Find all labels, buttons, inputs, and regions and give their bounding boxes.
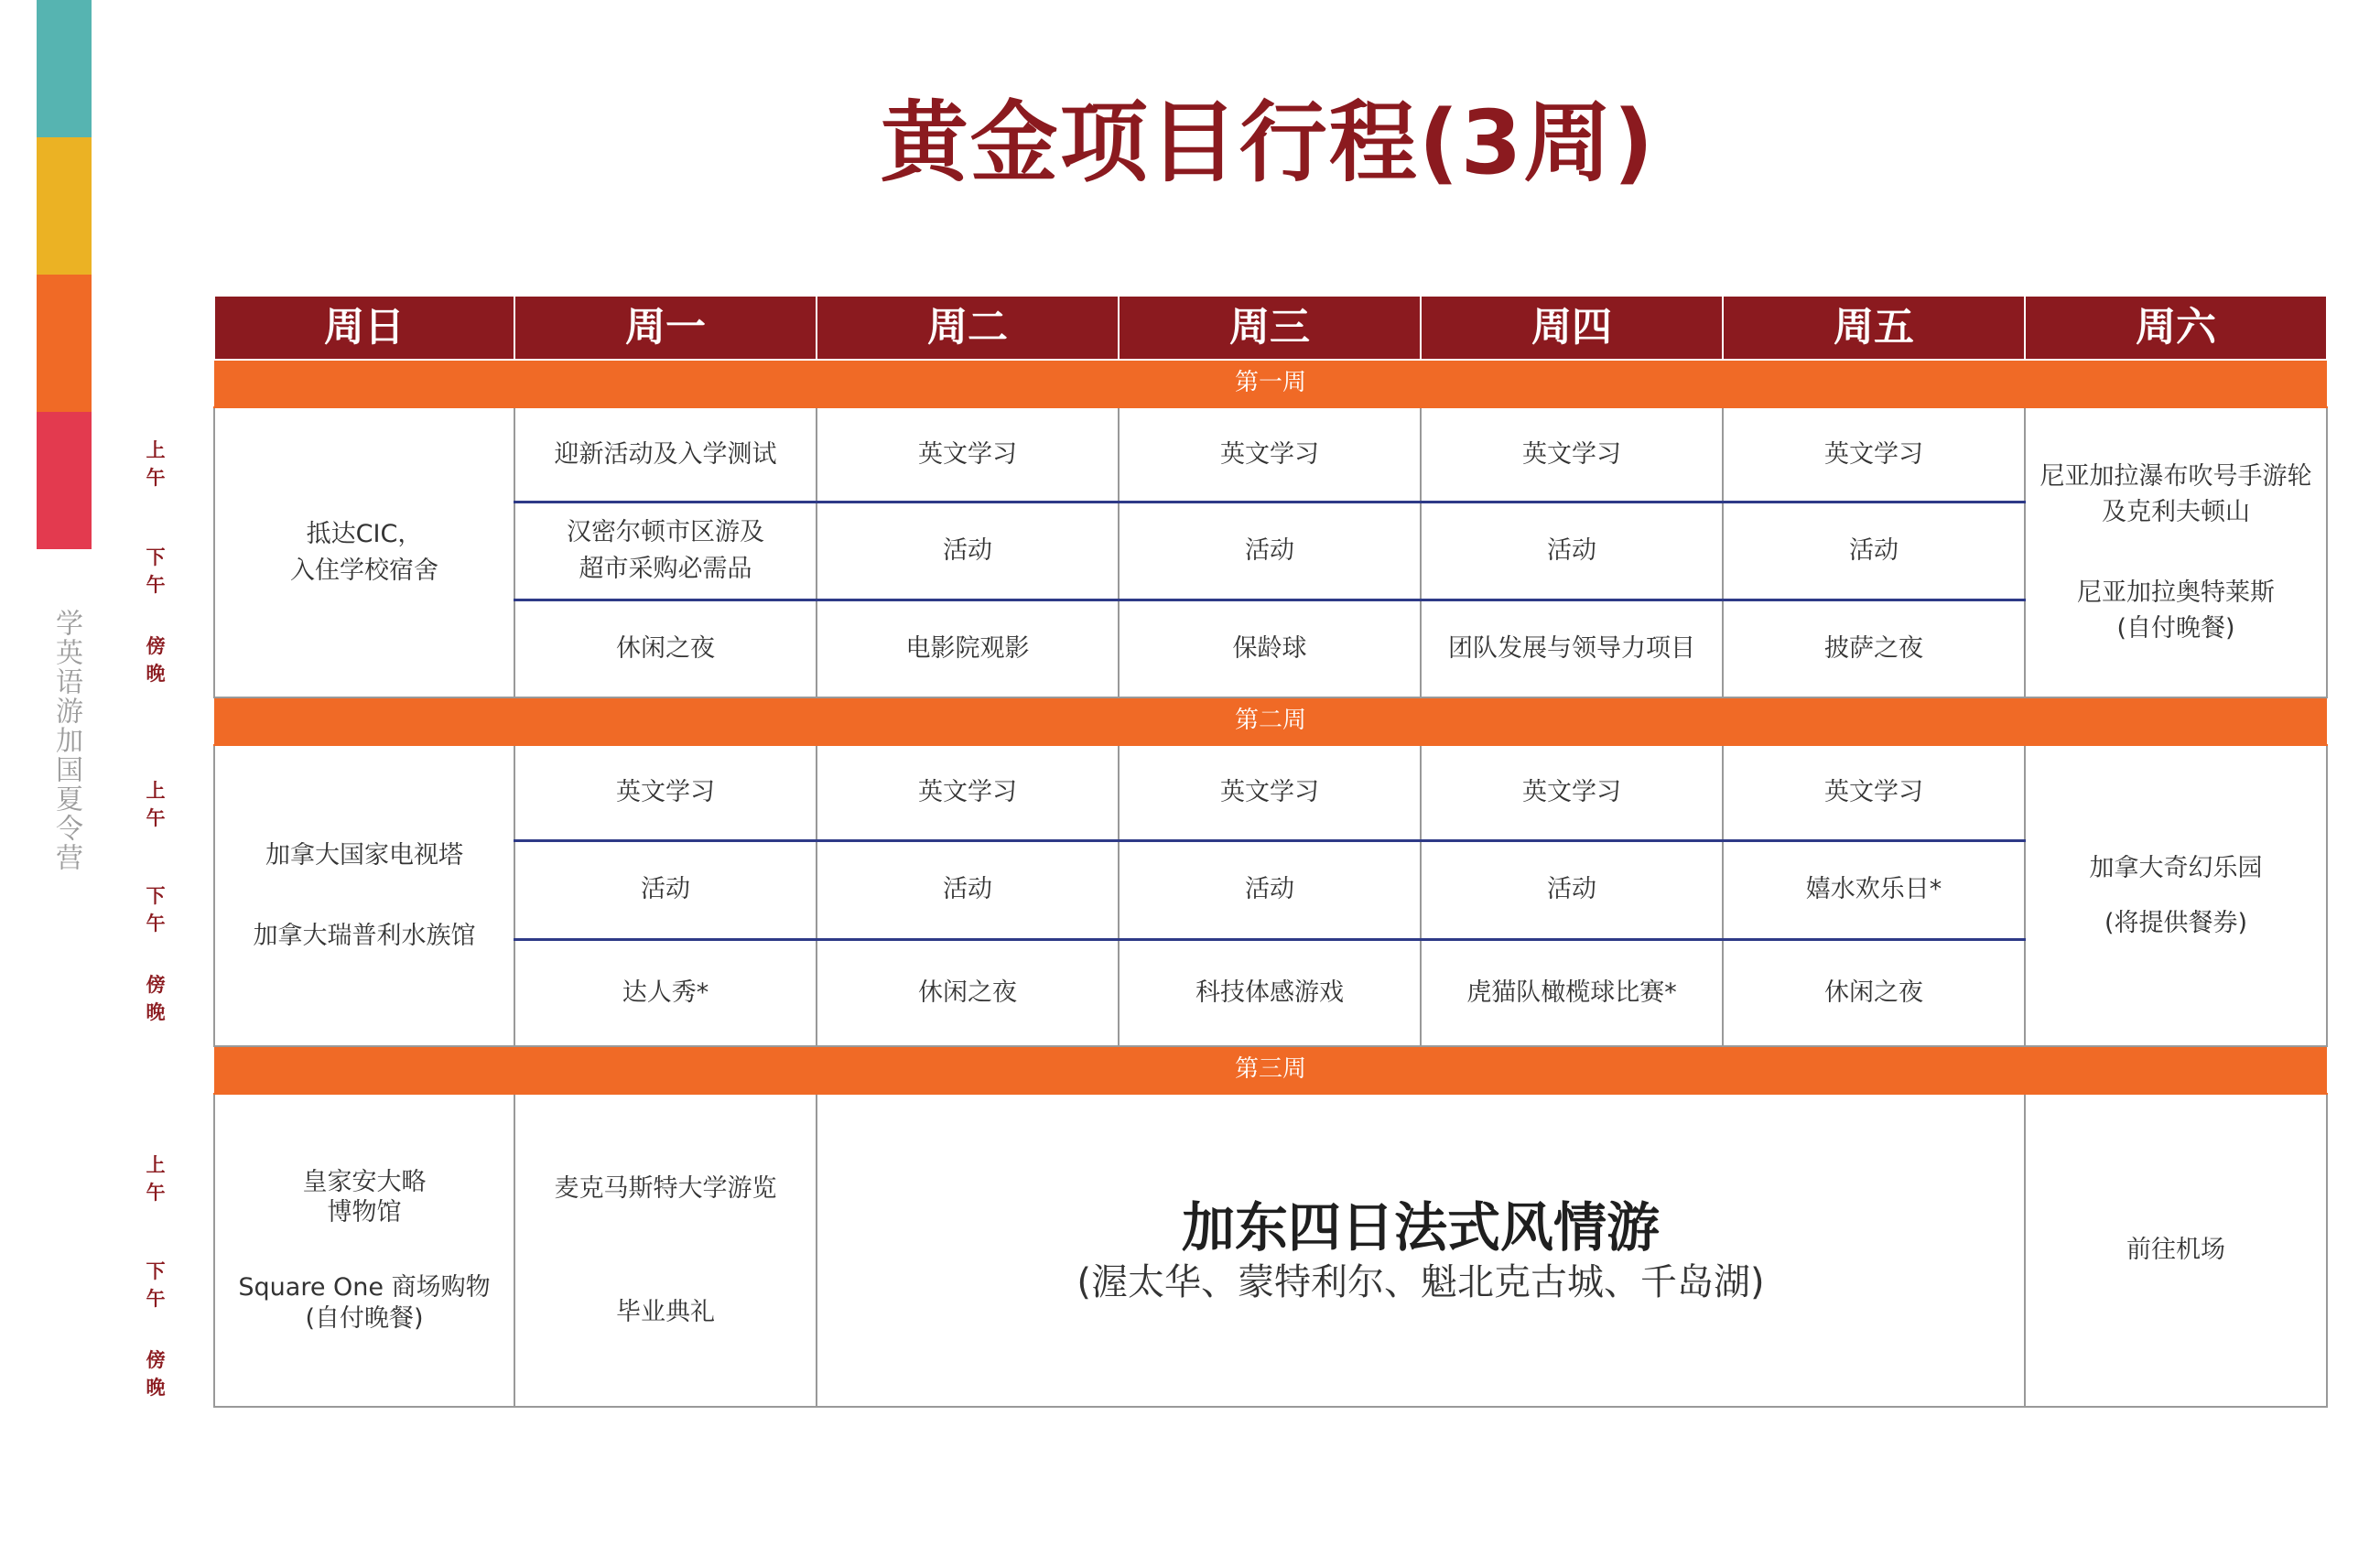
schedule-cell: 英文学习: [817, 407, 1119, 502]
schedule-cell: 披萨之夜: [1723, 600, 2025, 697]
cell-text: Square One 商场购物: [238, 1273, 491, 1302]
schedule-table: [213, 295, 2328, 1408]
cell-text: 皇家安大略: [302, 1167, 427, 1196]
tour-title: 加东四日法式风情游: [1181, 1196, 1660, 1259]
spacer: [221, 1228, 508, 1272]
schedule-cell: 休闲之夜: [1723, 939, 2025, 1046]
sunday-cell: [214, 407, 514, 697]
schedule-cell: 英文学习: [1421, 407, 1723, 502]
day-header: 周日: [214, 296, 514, 360]
cell-text: (将提供餐券): [2104, 908, 2248, 937]
cell-text: 汉密尔顿市区游及: [567, 518, 764, 547]
spacer: [521, 1207, 810, 1294]
stripe-orange: [37, 275, 92, 412]
cell-text: 尼亚加拉瀑布吹号手游轮: [2039, 462, 2312, 492]
label-morning-w3: 上午: [146, 1154, 166, 1204]
cell-text: 抵达CIC，: [306, 520, 423, 549]
sunday-cell: [214, 745, 514, 1046]
table-row: [214, 407, 2327, 502]
day-header: 周六: [2025, 296, 2327, 360]
cell-text: 加拿大奇幻乐园: [2089, 854, 2263, 883]
cell-text: 麦克马斯特大学游览: [554, 1174, 777, 1204]
schedule-cell: 英文学习: [1119, 407, 1421, 502]
table-row: [214, 939, 2327, 1046]
cell-text: 毕业典礼: [616, 1297, 715, 1326]
day-header-row: [214, 296, 2327, 360]
week-label: 第一周: [214, 360, 2327, 407]
cell-text: 及克利夫顿山: [2102, 498, 2250, 527]
cell-text: 博物馆: [327, 1198, 402, 1227]
day-header: 周一: [514, 296, 817, 360]
week-bar: [214, 360, 2327, 407]
schedule-cell: 休闲之夜: [817, 939, 1119, 1046]
cell-text: 入住学校宿舍: [290, 556, 438, 585]
schedule-cell: 虎猫队橄榄球比赛*: [1421, 939, 1723, 1046]
table-row: [214, 1094, 2327, 1198]
schedule-cell: 迎新活动及入学测试: [514, 407, 817, 502]
schedule-cell: 英文学习: [1119, 745, 1421, 840]
saturday-cell: [2025, 745, 2327, 1046]
label-evening-w1: 傍晚: [146, 635, 166, 685]
saturday-cell: 前往机场: [2025, 1094, 2327, 1407]
schedule-cell: 英文学习: [817, 745, 1119, 840]
label-morning-w1: 上午: [146, 439, 166, 489]
spacer: [221, 874, 508, 918]
tour-subtitle: (渥太华、蒙特利尔、魁北克古城、千岛湖): [1076, 1260, 1765, 1303]
schedule-cell: 休闲之夜: [514, 600, 817, 697]
day-header: 周五: [1723, 296, 2025, 360]
spacer: [2031, 887, 2320, 905]
table-row: [214, 840, 2327, 939]
schedule-cell: 保龄球: [1119, 600, 1421, 697]
monday-cell: [514, 1094, 817, 1407]
schedule-cell: 英文学习: [1421, 745, 1723, 840]
schedule-cell: 英文学习: [514, 745, 817, 840]
label-afternoon-w3: 下午: [146, 1260, 166, 1310]
cell-text: (自付晚餐): [2116, 613, 2235, 643]
cell-text: (自付晚餐): [305, 1303, 424, 1333]
week-bar: [214, 1046, 2327, 1094]
schedule-cell: 达人秀*: [514, 939, 817, 1046]
week-bar: [214, 697, 2327, 745]
page-title: 黄金项目行程(3周): [880, 92, 1656, 194]
schedule-cell: 活动: [514, 840, 817, 939]
label-afternoon-w2: 下午: [146, 885, 166, 935]
schedule-cell: 活动: [1421, 840, 1723, 939]
table-row: [214, 745, 2327, 840]
label-afternoon-w1: 下午: [146, 546, 166, 596]
schedule-cell: 活动: [817, 840, 1119, 939]
stripe-red: [37, 412, 92, 549]
schedule-cell: [514, 502, 817, 600]
schedule-cell: 团队发展与领导力项目: [1421, 600, 1723, 697]
label-evening-w3: 傍晚: [146, 1349, 166, 1399]
label-evening-w2: 傍晚: [146, 974, 166, 1023]
table-row: [214, 502, 2327, 600]
schedule-cell: 英文学习: [1723, 407, 2025, 502]
schedule-cell: 活动: [1119, 840, 1421, 939]
schedule-cell: 英文学习: [1723, 745, 2025, 840]
spacer: [2031, 531, 2320, 575]
schedule-cell: 活动: [1421, 502, 1723, 600]
table-row: [214, 600, 2327, 697]
day-header: 周三: [1119, 296, 1421, 360]
week-label: 第二周: [214, 697, 2327, 745]
label-morning-w2: 上午: [146, 780, 166, 829]
schedule-cell: 电影院观影: [817, 600, 1119, 697]
week-label: 第三周: [214, 1046, 2327, 1094]
schedule-cell: 科技体感游戏: [1119, 939, 1421, 1046]
sunday-cell: [214, 1094, 514, 1407]
cell-text: 加拿大国家电视塔: [265, 841, 463, 870]
day-header: 周四: [1421, 296, 1723, 360]
cell-text: 加拿大瑞普利水族馆: [253, 921, 476, 950]
day-header: 周二: [817, 296, 1119, 360]
schedule-cell: 活动: [1119, 502, 1421, 600]
tour-cell: [817, 1094, 2025, 1407]
cell-text: 超市采购必需品: [579, 554, 752, 583]
schedule-cell: 嬉水欢乐日*: [1723, 840, 2025, 939]
cell-text: 尼亚加拉奥特莱斯: [2077, 578, 2275, 607]
side-caption: 学英语游加国夏令营: [50, 609, 82, 872]
schedule-cell: 活动: [817, 502, 1119, 600]
schedule-cell: 活动: [1723, 502, 2025, 600]
saturday-cell: [2025, 407, 2327, 697]
